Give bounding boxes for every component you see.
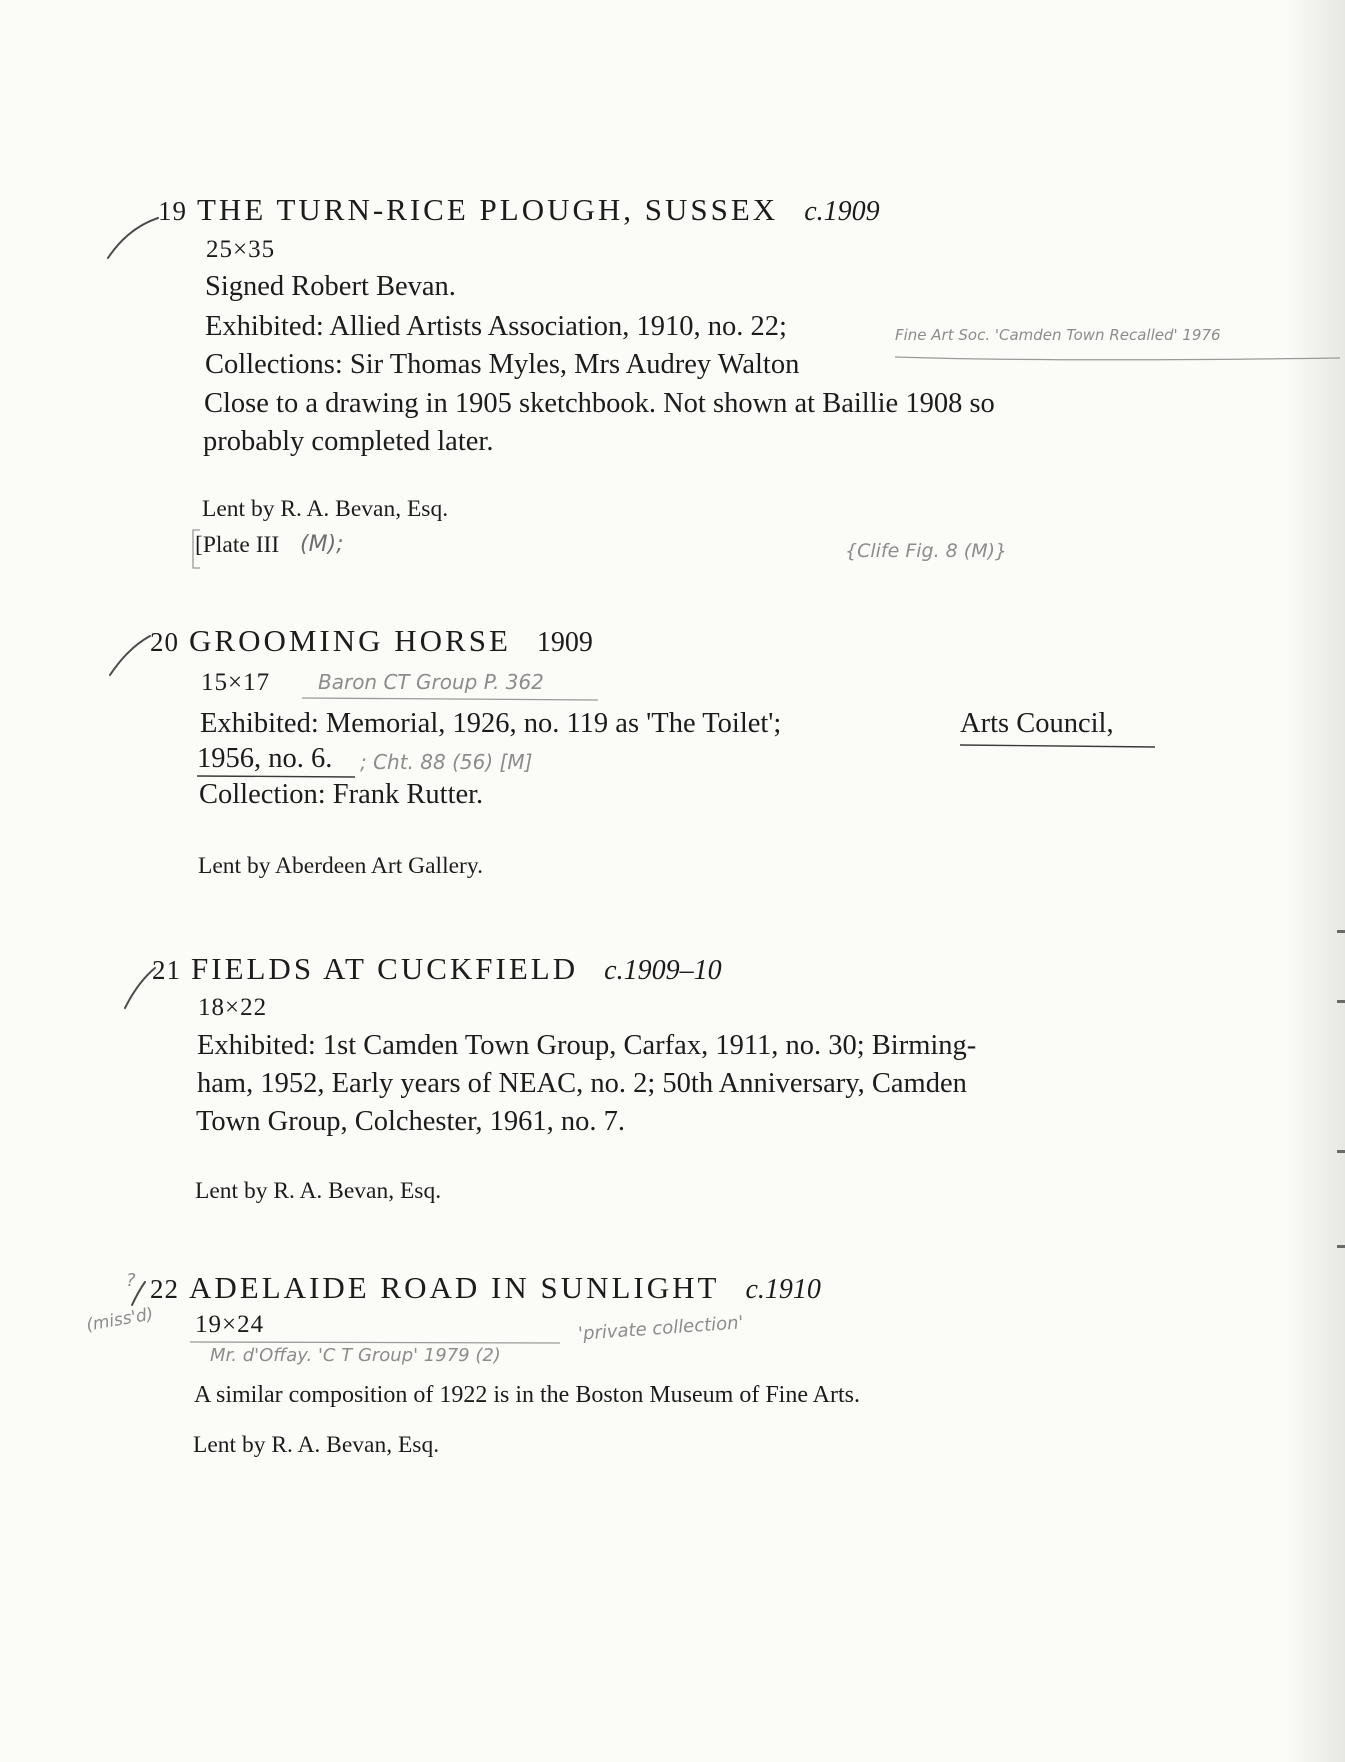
entry-date: 1909 — [536, 627, 593, 658]
entry-title: FIELDS AT CUCKFIELD — [191, 951, 579, 986]
margin-tick-19 — [108, 218, 158, 258]
edge-mark — [1337, 1150, 1345, 1153]
lent-by: Lent by R. A. Bevan, Esq. — [193, 1432, 440, 1458]
ink-underline — [197, 776, 355, 777]
entry-number: 20 — [150, 627, 179, 657]
entry-line: Close to a drawing in 1905 sketchbook. Not shown at Baillie 1908 so — [204, 388, 995, 419]
lent-by: Lent by R. A. Bevan, Esq. — [195, 1178, 442, 1204]
ink-underline — [960, 745, 1155, 747]
entry-line: Exhibited: 1st Camden Town Group, Carfax, 1911, no. 30; Birming- — [197, 1030, 977, 1061]
entry-line: Collection: Frank Rutter. — [199, 779, 484, 810]
entry-title: THE TURN-RICE PLOUGH, SUSSEX — [197, 192, 779, 227]
entry-date: c.1909–10 — [604, 955, 722, 986]
lent-by: Lent by R. A. Bevan, Esq. — [202, 496, 449, 522]
entry-date: c.1910 — [745, 1274, 821, 1305]
entry-line: ham, 1952, Early years of NEAC, no. 2; 50th Anniversary, Camden — [197, 1068, 967, 1099]
pencil-annotation: Fine Art Soc. 'Camden Town Recalled' 1976 — [895, 326, 1221, 344]
entry-line: Collections: Sir Thomas Myles, Mrs Audrey Walton — [205, 349, 800, 380]
entry-line: A similar composition of 1922 is in the Boston Museum of Fine Arts. — [194, 1382, 860, 1408]
pencil-annotation: ? — [126, 1270, 136, 1291]
entry-date: c.1909 — [804, 196, 880, 227]
entry-line: Exhibited: Allied Artists Association, 1910, no. 22; — [205, 311, 787, 342]
entry-dimensions: 25×35 — [206, 236, 276, 263]
entry-line: Exhibited: Memorial, 1926, no. 119 as 'The Toilet'; — [200, 708, 782, 739]
entry-line-underlined: Arts Council, — [960, 708, 1114, 739]
edge-mark — [1337, 1245, 1345, 1248]
pencil-annotation: ; Cht. 88 (56) [M] — [360, 750, 533, 774]
entry-number: 19 — [158, 196, 187, 226]
margin-tick-20 — [110, 636, 150, 675]
pencil-annotation: Baron CT Group P. 362 — [318, 670, 544, 694]
page-edge-shadow — [1285, 0, 1345, 1762]
entry-title: ADELAIDE ROAD IN SUNLIGHT — [189, 1270, 720, 1305]
edge-mark — [1337, 1000, 1345, 1003]
plate-reference: [Plate III — [195, 532, 280, 558]
pencil-underline — [190, 1342, 560, 1343]
margin-tick-21 — [125, 968, 155, 1008]
entry-line: Signed Robert Bevan. — [205, 271, 456, 302]
entry-dimensions: 15×17 — [201, 669, 271, 696]
edge-mark — [1337, 930, 1345, 933]
pencil-underline — [302, 698, 598, 700]
entry-line: probably completed later. — [203, 426, 494, 457]
entry-number: 22 — [150, 1274, 179, 1304]
entry-dimensions: 19×24 — [195, 1311, 265, 1338]
pencil-annotation: Mr. d'Offay. 'C T Group' 1979 (2) — [210, 1345, 501, 1366]
pencil-annotation: (miss'd) — [84, 1304, 155, 1336]
entry-dimensions: 18×22 — [198, 994, 268, 1021]
pencil-annotation: 'private collection' — [577, 1312, 745, 1345]
pencil-underline — [895, 357, 1340, 360]
lent-by: Lent by Aberdeen Art Gallery. — [198, 853, 483, 879]
entry-number: 21 — [152, 955, 181, 985]
pencil-annotation: (M); — [300, 532, 344, 557]
entry-line-underlined: 1956, no. 6. — [197, 743, 333, 774]
pencil-annotation: {Clife Fig. 8 (M)} — [845, 540, 1008, 562]
entry-line: Town Group, Colchester, 1961, no. 7. — [196, 1106, 626, 1137]
entry-title: GROOMING HORSE — [189, 623, 511, 658]
